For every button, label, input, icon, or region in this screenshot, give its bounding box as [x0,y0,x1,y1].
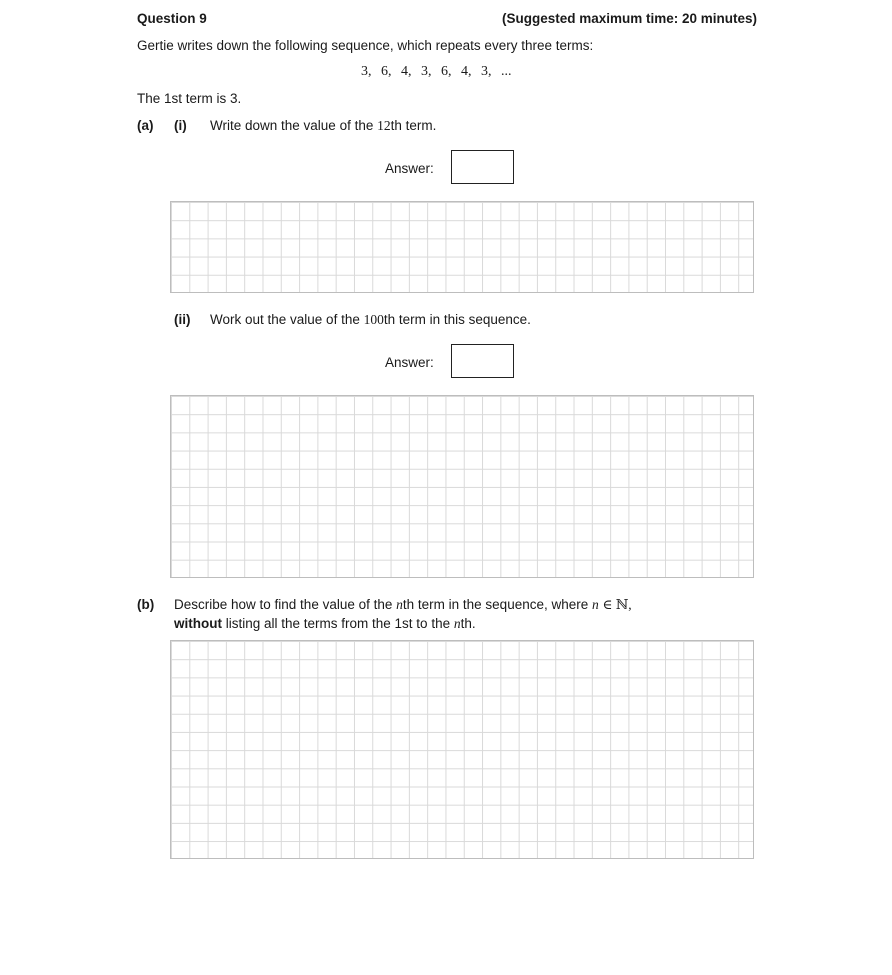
part-a-ii-label: (ii) [174,312,191,327]
first-term-text: The 1st term is 3. [137,91,242,106]
part-b-line-2: without listing all the terms from the 1st to the nth. [174,616,476,631]
part-a-label: (a) [137,118,154,133]
working-grid-b[interactable] [170,640,754,859]
intro-text: Gertie writes down the following sequence, which repeats every three terms: [137,38,594,53]
sequence: 3, 6, 4, 3, 6, 4, 3, ... [361,64,512,79]
answer-box-a-i[interactable] [451,150,514,184]
answer-label-a-i: Answer: [385,161,434,176]
part-a-i-label: (i) [174,118,187,133]
part-a-ii-question: Work out the value of the 100th term in this sequence. [210,312,531,327]
time-note: (Suggested maximum time: 20 minutes) [502,11,758,26]
answer-label-a-ii: Answer: [385,355,434,370]
working-grid-a-i[interactable] [170,201,754,293]
answer-box-a-ii[interactable] [451,344,514,378]
part-b-line-1: Describe how to find the value of the nth term in the sequence, where n ∈ ℕ, [174,597,632,612]
part-a-i-question: Write down the value of the 12th term. [210,118,437,133]
question-title: Question 9 [137,11,207,26]
working-grid-a-ii[interactable] [170,395,754,578]
part-b-label: (b) [137,597,155,612]
